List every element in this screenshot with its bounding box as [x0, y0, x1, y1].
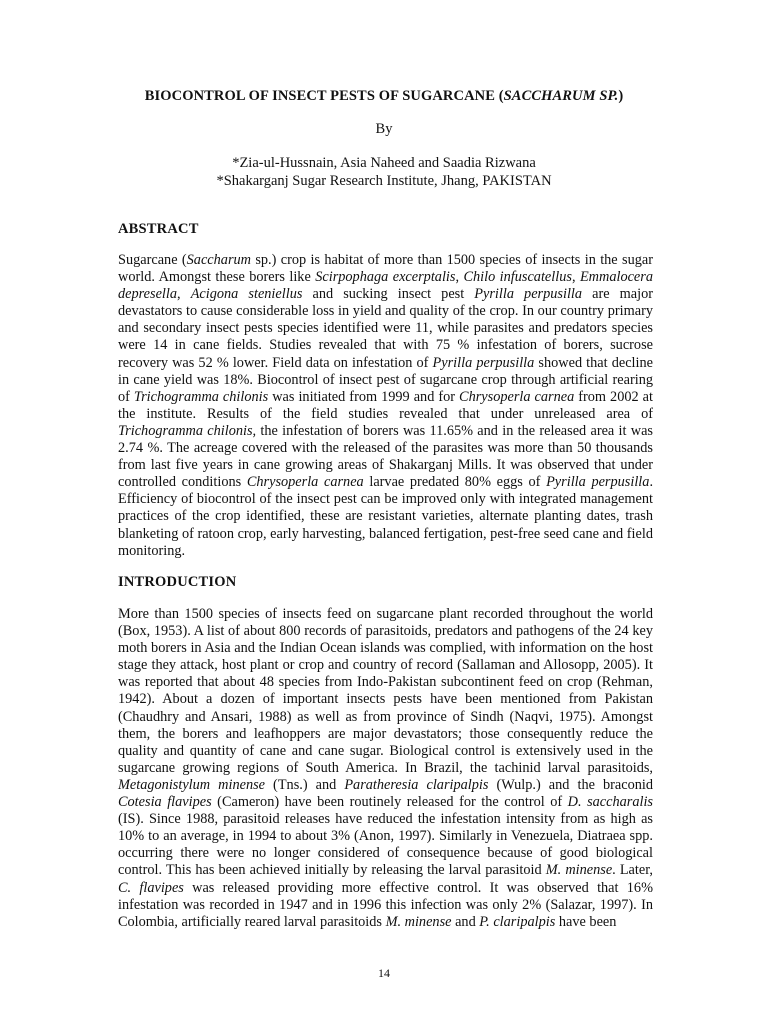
italic-term: Pyrilla perpusilla: [432, 354, 535, 371]
text-run: was released providing more effective control. It was observed that 16% infestation was recorded in 1947 and in 1996 this infection was only 2% (Salazar, 1997). In Colombia, artificially reared larval parasitoids: [118, 879, 653, 930]
title-main: BIOCONTROL OF INSECT PESTS OF SUGARCANE (: [144, 88, 504, 104]
text-run: larvae predated 80% eggs of: [363, 474, 547, 491]
italic-term: Scirpophaga excerptalis: [315, 269, 456, 286]
italic-term: Acigona steniellus: [190, 286, 303, 303]
title-species: SACCHARUM SP.: [503, 88, 619, 104]
italic-term: Chrysoperla carnea: [459, 388, 575, 405]
text-run: and sucking insect pest: [302, 286, 475, 303]
text-run: ,: [571, 269, 580, 286]
text-run: the infestation of borers was 11.65% and in the released area it was 2.74 %. The acreage covered with the released of the parasites was more than 50 thousands from last five years in cane growing areas of Shakarganj Mills. It was observed that under controlled conditions: [118, 422, 653, 491]
text-run: . Later,: [612, 862, 653, 879]
introduction-heading: INTRODUCTION: [118, 574, 237, 590]
text-run: (Tns.) and: [265, 776, 345, 793]
italic-term: D. saccharalis: [567, 794, 653, 811]
text-run: . Efficiency of biocontrol of the insect pest can be improved only with integrated management practices of the crop identified, these are resistant varieties, alternate planting dates, trash blanketing of ratoon crop, early harvesting, balanced fertigation, pest-free seed cane and field monitoring.: [118, 474, 654, 559]
italic-term: Paratheresia claripalpis: [344, 776, 489, 793]
introduction-paragraph: [118, 606, 653, 931]
italic-term: Chrysoperla carnea: [246, 474, 364, 491]
text-run: (Cameron) have been routinely released for the control of: [211, 794, 568, 811]
italic-term: Chilo infuscatellus: [463, 269, 572, 286]
abstract-heading: ABSTRACT: [118, 221, 199, 237]
author-affiliation: *Shakarganj Sugar Research Institute, Jhang, PAKISTAN: [216, 173, 552, 189]
text-run: ,: [455, 269, 464, 286]
text-run: from 2002 at the institute. Results of the field studies revealed that under unreleased area of: [118, 388, 653, 422]
italic-term: Cotesia flavipes: [118, 794, 212, 811]
text-run: are major devastators to cause considerable loss in yield and quality of the crop. In our country primary and secondary insect pests species identified were 11, while parasites and predators species were 14 in cane fields. Studies revealed that with 75 % infestation of borers, sucrose recovery was 52 % lower. Field data on infestation of: [118, 286, 653, 371]
title-close: ): [618, 88, 624, 104]
italic-term: C. flavipes: [118, 879, 184, 896]
italic-term: M. minense: [545, 862, 613, 879]
text-run: (IS). Since 1988, parasitoid releases have reduced the infestation intensity from as high as 10% to an average, in 1994 to about 3% (Anon, 1997). Similarly in Venezuela, Diatraea spp. occurring there were no longer considered of consequence because of good biological control. This has been achieved initially by releasing the larval parasitoid: [118, 811, 653, 879]
italic-term: Pyrilla perpusilla: [546, 474, 650, 491]
italic-term: Saccharum: [186, 252, 251, 268]
text-run: have been: [555, 913, 617, 930]
text-run: was initiated from 1999 and for: [268, 388, 460, 405]
byline: By: [375, 121, 393, 137]
text-run: ,: [177, 286, 191, 303]
italic-term: Metagonistylum minense: [118, 776, 266, 793]
text-run: (Wulp.) and the braconid: [488, 776, 653, 793]
italic-term: Emmalocera depresella: [118, 269, 653, 303]
text-run: showed that decline in cane yield was 18%. Biocontrol of insect pest of sugarcane crop through artificial rearing of: [118, 354, 653, 405]
text-run: and: [451, 913, 480, 930]
italic-term: Trichogramma chilonis,: [118, 422, 257, 439]
paper-title: [0, 88, 768, 105]
italic-term: Pyrilla perpusilla: [474, 286, 583, 303]
text-run: More than 1500 species of insects feed on sugarcane plant recorded throughout the world (Box, 1953). A list of about 800 records of parasitoids, predators and pathogens of the 24 key moth borers in Asia and the Indian Ocean islands was complied, with information on the host stage they attack, host plant or crop and country of record (Sallaman and Allosopp, 2005). It was reported that about 48 species from Indo-Pakistan subcontinent feed on crop (Rehman, 1942). About a dozen of important insects pests have been mentioned from Pakistan (Chaudhry and Ansari, 1988) as well as from province of Sindh (Naqvi, 1975). Amongst them, the borers and leafhoppers are major devastators; those consequently reduce the quality and quantity of cane and cane sugar. Biological control is extensively used in the sugarcane growing regions of South America. In Brazil, the tachinid larval parasitoids,: [118, 606, 653, 776]
text-run: sp.) crop is habitat of more than 1500 species of insects in the sugar world. Amongst these borers like: [118, 252, 653, 286]
text-run: Sugarcane (: [118, 252, 187, 268]
italic-term: Trichogramma chilonis: [133, 388, 269, 405]
italic-term: P. claripalpis: [479, 913, 556, 930]
abstract-paragraph: [118, 252, 653, 560]
page-number: 14: [378, 966, 390, 980]
author-names: *Zia-ul-Hussnain, Asia Naheed and Saadia Rizwana: [232, 155, 536, 171]
author-block: [0, 154, 768, 190]
italic-term: M. minense: [385, 913, 452, 930]
